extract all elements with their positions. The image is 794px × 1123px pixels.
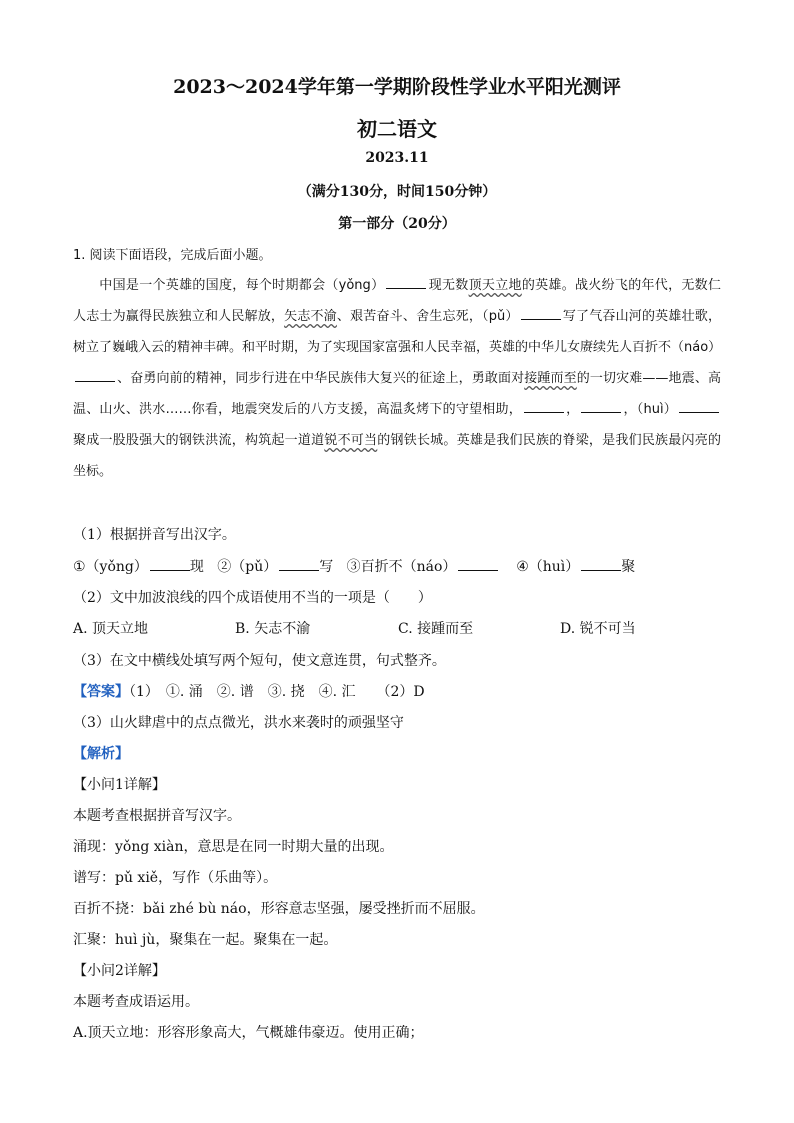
analysis-line: 百折不挠：bǎi zhé bù náo，形容意志坚强，屡受挫折而不屈服。	[73, 901, 485, 917]
wavy-idiom: 顶天立地	[468, 278, 522, 293]
pinyin-item: 写	[319, 559, 334, 575]
passage-text: 、奋勇向前的精神，同步行进在中华民族伟大复兴的征途上，勇敢面对	[117, 371, 525, 386]
answer-line-2: （3）山火肆虐中的点点微光，洪水来袭时的顽强坚守	[73, 715, 404, 731]
option-a: A. 顶天立地	[73, 621, 149, 637]
option-b: B. 矢志不渝	[235, 621, 311, 637]
answer-blank	[458, 558, 498, 571]
exam-date: 2023.11	[365, 150, 429, 166]
pinyin-row	[73, 556, 635, 576]
question-prompt: 1. 阅读下面语段，完成后面小题。	[73, 248, 272, 263]
analysis-line: A.顶天立地：形容形象高大，气概雄伟豪迈。使用正确；	[73, 1025, 424, 1041]
passage-text: 中国是一个英雄的国度，每个时期都会（yǒng）	[99, 278, 385, 293]
analysis-line: 本题考查成语运用。	[73, 994, 199, 1010]
pinyin-item: ④（huì）	[516, 559, 580, 575]
answer-line-1	[73, 681, 425, 701]
pinyin-item: ①（yǒng）	[73, 559, 148, 575]
passage-text: 的英雄。战火纷飞的年代，无数仁人志士为赢得民族独立和人民解放，	[73, 278, 721, 324]
fill-blank	[679, 400, 719, 413]
fill-blank	[386, 276, 426, 289]
answer-text: （1） ①. 涌 ②. 谱 ③. 挠 ④. 汇 （2）D	[129, 684, 425, 700]
answer-blank	[581, 558, 621, 571]
answer-blank	[279, 558, 319, 571]
passage-text: 现无数	[428, 278, 469, 293]
pinyin-item: ③百折不（náo）	[346, 559, 457, 575]
sub-question-2: （2）文中加波浪线的四个成语使用不当的一项是（ ）	[73, 590, 432, 606]
analysis-line: 汇聚：huì jù，聚集在一起。聚集在一起。	[73, 932, 338, 948]
passage-text: ，	[565, 402, 580, 417]
pinyin-item: 聚	[621, 559, 636, 575]
wavy-idiom: 接踵而至	[524, 371, 577, 386]
analysis-line: 本题考查根据拼音写汉字。	[73, 808, 241, 824]
fill-blank	[524, 400, 564, 413]
passage-text: 聚成一股股强大的钢铁洪流，构筑起一道道	[73, 433, 325, 448]
sub-question-3: （3）在文中横线处填写两个短句，使文意连贯，句式整齐。	[73, 653, 446, 669]
score-note: （满分130分，时间150分钟）	[297, 184, 497, 200]
passage-text: 的一切灾难——地震、高温、山火、洪水……你看，地震突发后的八方支援，高温炙烤下的守望相助，	[73, 371, 721, 417]
detail-heading-2: 【小问2详解】	[73, 963, 166, 979]
answer-label: 【答案】	[73, 684, 129, 700]
fill-blank	[521, 307, 561, 320]
pinyin-item: 现	[189, 559, 204, 575]
exam-title: 2023～2024学年第一学期阶段性学业水平阳光测评	[173, 76, 621, 98]
pinyin-item: ②（pǔ）	[217, 559, 278, 575]
reading-passage	[73, 270, 721, 487]
subject-title: 初二语文	[357, 117, 437, 141]
sub-question-1: （1）根据拼音写出汉字。	[73, 527, 236, 543]
option-d: D. 锐不可当	[560, 621, 636, 637]
passage-text: 的钢铁长城。英雄是我们民族的脊梁，是我们民族最闪亮的坐标。	[73, 433, 721, 479]
wavy-idiom: 矢志不渝	[284, 309, 337, 324]
passage-text: 、艰苦奋斗、舍生忘死，（pǔ）	[336, 309, 519, 324]
analysis-line: 涌现：yǒng xiàn，意思是在同一时期大量的出现。	[73, 839, 394, 855]
wavy-idiom: 锐不可当	[324, 433, 378, 448]
analysis-line: 谱写：pǔ xiě，写作（乐曲等）。	[73, 870, 278, 886]
part-heading: 第一部分（20分）	[338, 216, 456, 232]
fill-blank	[581, 400, 621, 413]
detail-heading-1: 【小问1详解】	[73, 777, 166, 793]
answer-blank	[150, 558, 190, 571]
analysis-label: 【解析】	[73, 746, 129, 762]
passage-text: 写了气吞山河的英雄壮歌，树立了巍峨入云的精神丰碑。和平时期，为了实现国家富强和人民幸福，英雄的中华儿女赓续先人百折不（náo）	[73, 309, 722, 355]
option-c: C. 接踵而至	[398, 621, 474, 637]
passage-text: ，（huì）	[623, 402, 677, 417]
fill-blank	[75, 369, 115, 382]
